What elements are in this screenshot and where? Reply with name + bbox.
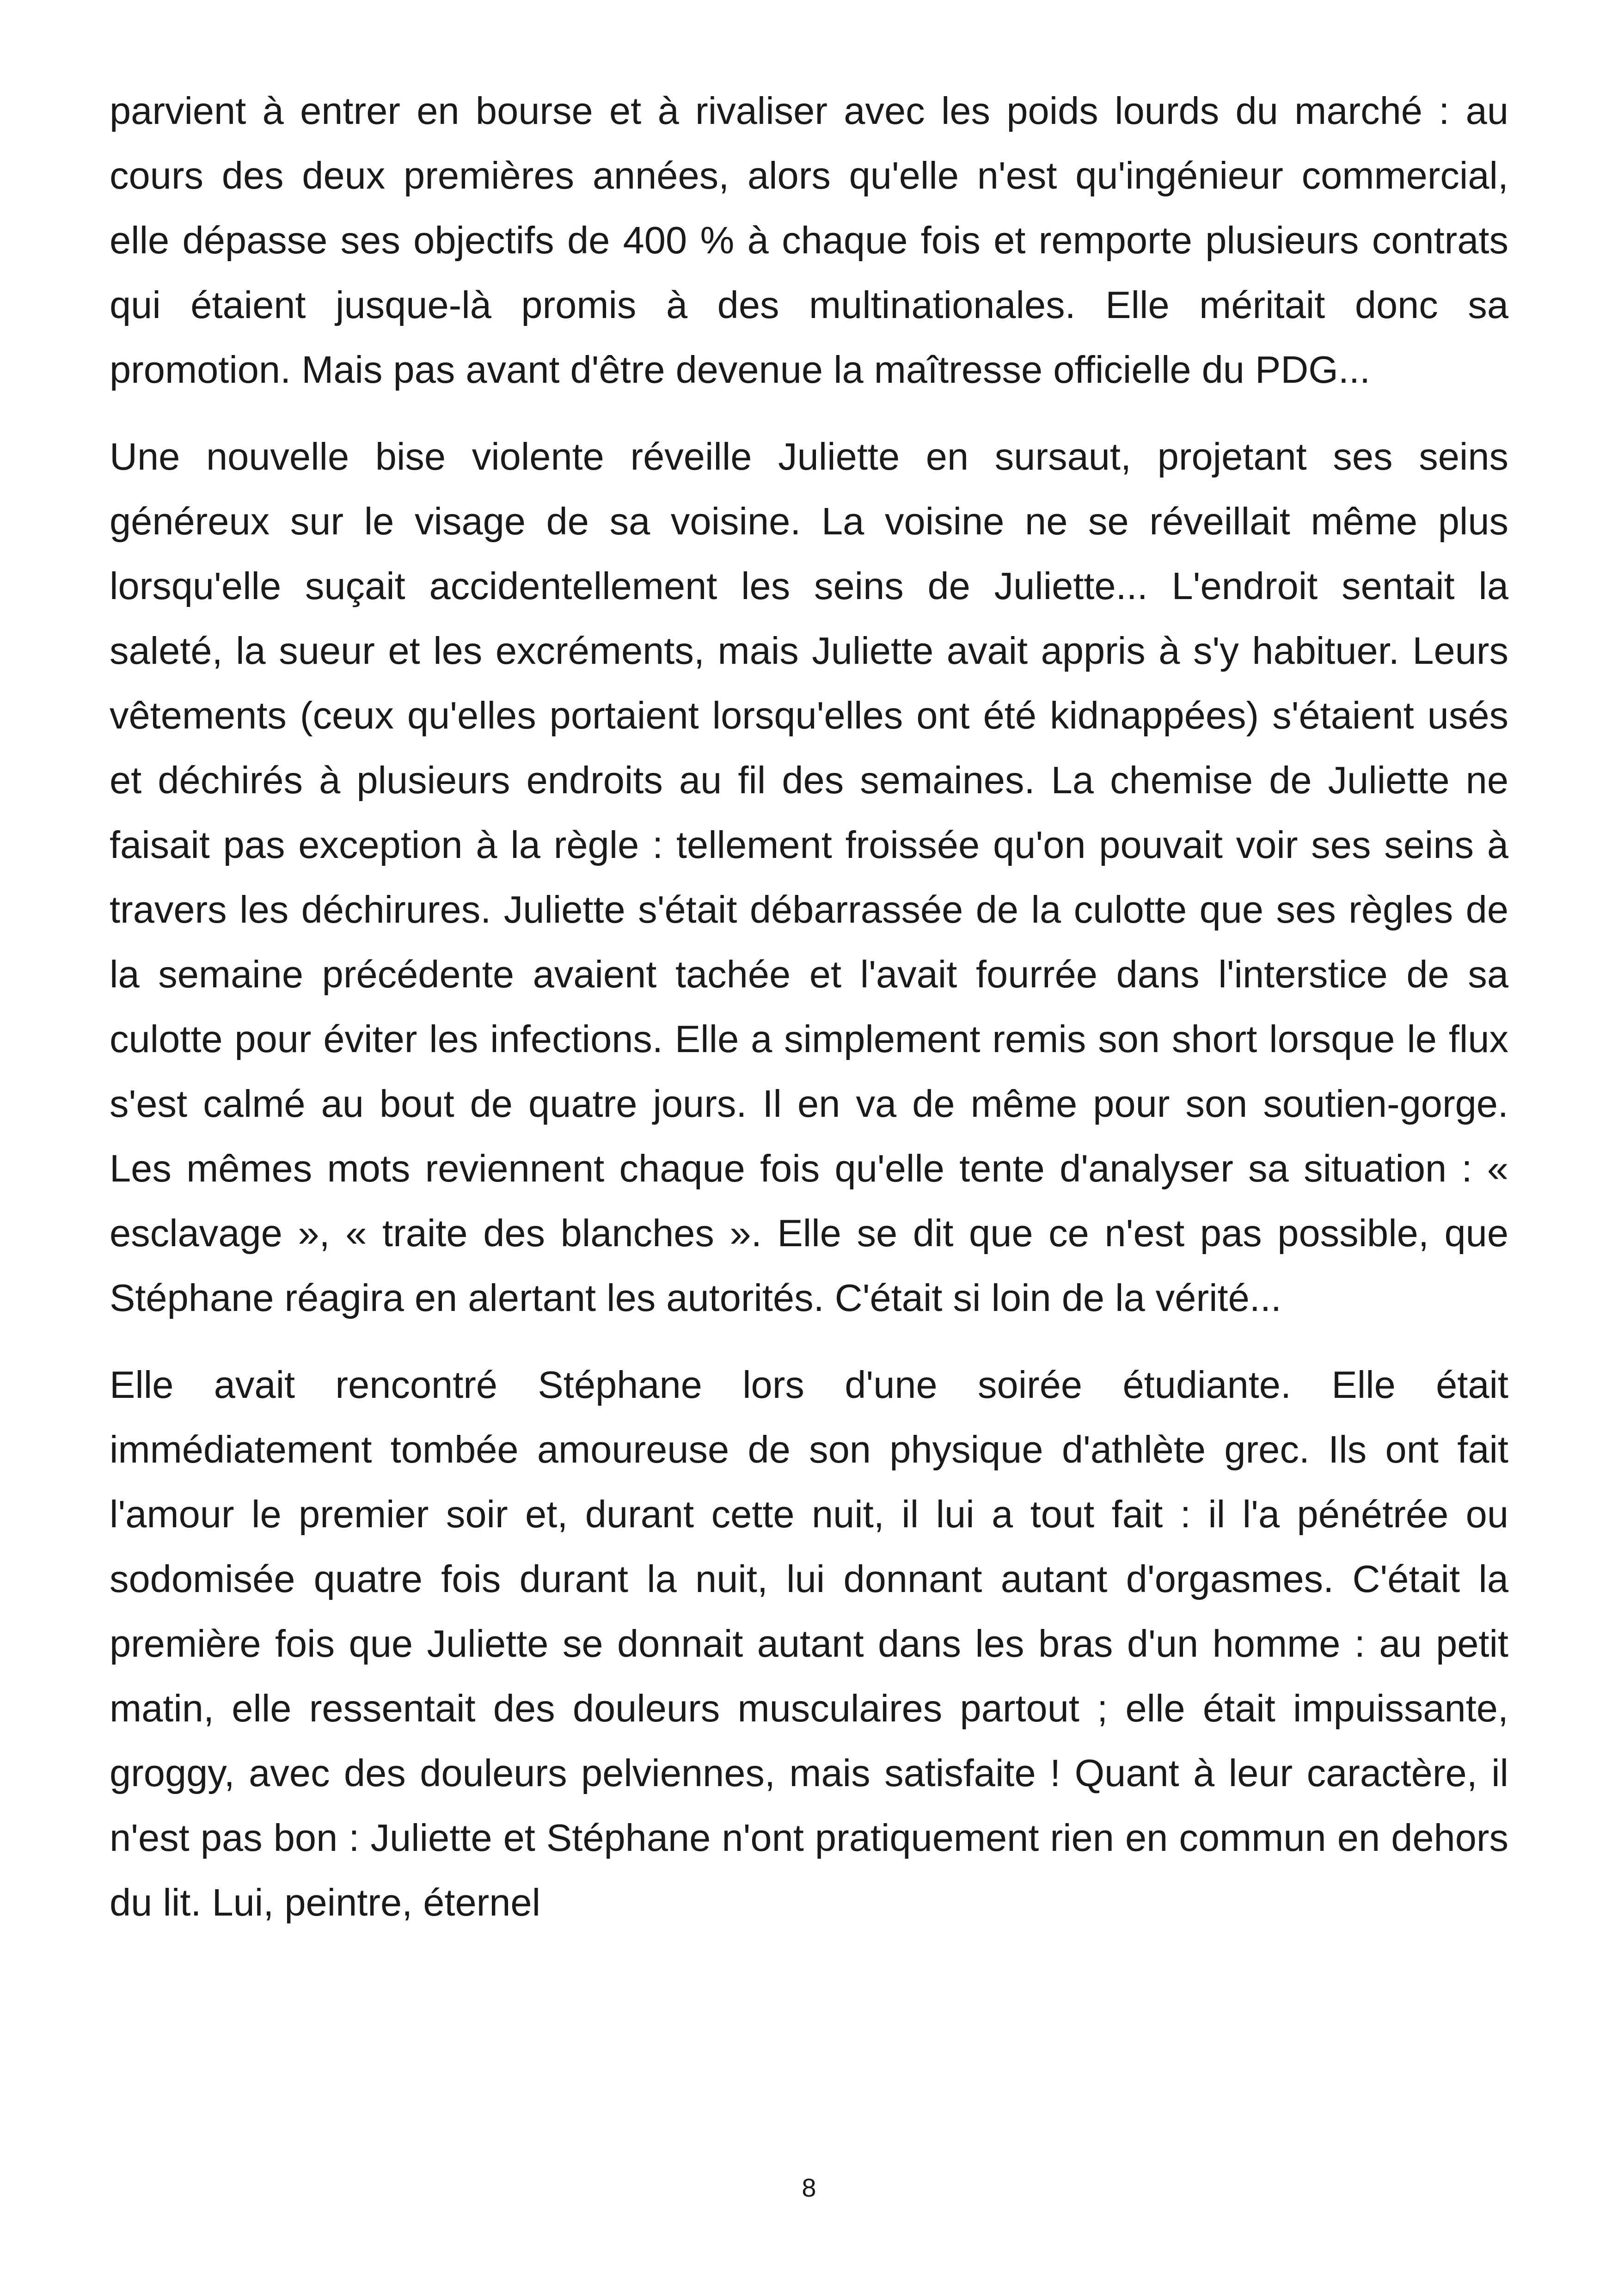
body-text: [110, 79, 1508, 1957]
paragraph-2: Une nouvelle bise violente réveille Juliette en sursaut, projetant ses seins généreux sur le visage de sa voisine. La voisine ne se réveillait même plus lorsqu'elle suçait accidentellement les seins de Juliette... L'endroit sentait la saleté, la sueur et les excréments, mais Juliette avait appris à s'y habituer. Leurs vêtements (ceux qu'elles portaient lorsqu'elles ont été kidnappées) s'étaient usés et déchirés à plusieurs endroits au fil des semaines. La chemise de Juliette ne faisait pas exception à la règle : tellement froissée qu'on pouvait voir ses seins à travers les déchirures. Juliette s'était débarrassée de la culotte que ses règles de la semaine précédente avaient tachée et l'avait fourrée dans l'interstice de sa culotte pour éviter les infections. Elle a simplement remis son short lorsque le flux s'est calmé au bout de quatre jours. Il en va de même pour son soutien-gorge. Les mêmes mots reviennent chaque fois qu'elle tente d'analyser sa situation : « esclavage », « traite des blanches ». Elle se dit que ce n'est pas possible, que Stéphane réagira en alertant les autorités. C'était si loin de la vérité...: [110, 435, 1508, 1319]
page-number: 8: [802, 2173, 816, 2202]
paragraph-3: Elle avait rencontré Stéphane lors d'une soirée étudiante. Elle était immédiatement tombée amoureuse de son physique d'athlète grec. Ils ont fait l'amour le premier soir et, durant cette nuit, il lui a tout fait : il l'a pénétrée ou sodomisée quatre fois durant la nuit, lui donnant autant d'orgasmes. C'était la première fois que Juliette se donnait autant dans les bras d'un homme : au petit matin, elle ressentait des douleurs musculaires partout ; elle était impuissante, groggy, avec des douleurs pelviennes, mais satisfaite ! Quant à leur caractère, il n'est pas bon : Juliette et Stéphane n'ont pratiquement rien en commun en dehors du lit. Lui, peintre, éternel: [110, 1363, 1508, 1924]
paragraph-1: parvient à entrer en bourse et à rivaliser avec les poids lourds du marché : au cours des deux premières années, alors qu'elle n'est qu'ingénieur commercial, elle dépasse ses objectifs de 400 % à chaque fois et remporte plusieurs contrats qui étaient jusque-là promis à des multinationales. Elle méritait donc sa promotion. Mais pas avant d'être devenue la maîtresse officielle du PDG...: [110, 89, 1508, 391]
